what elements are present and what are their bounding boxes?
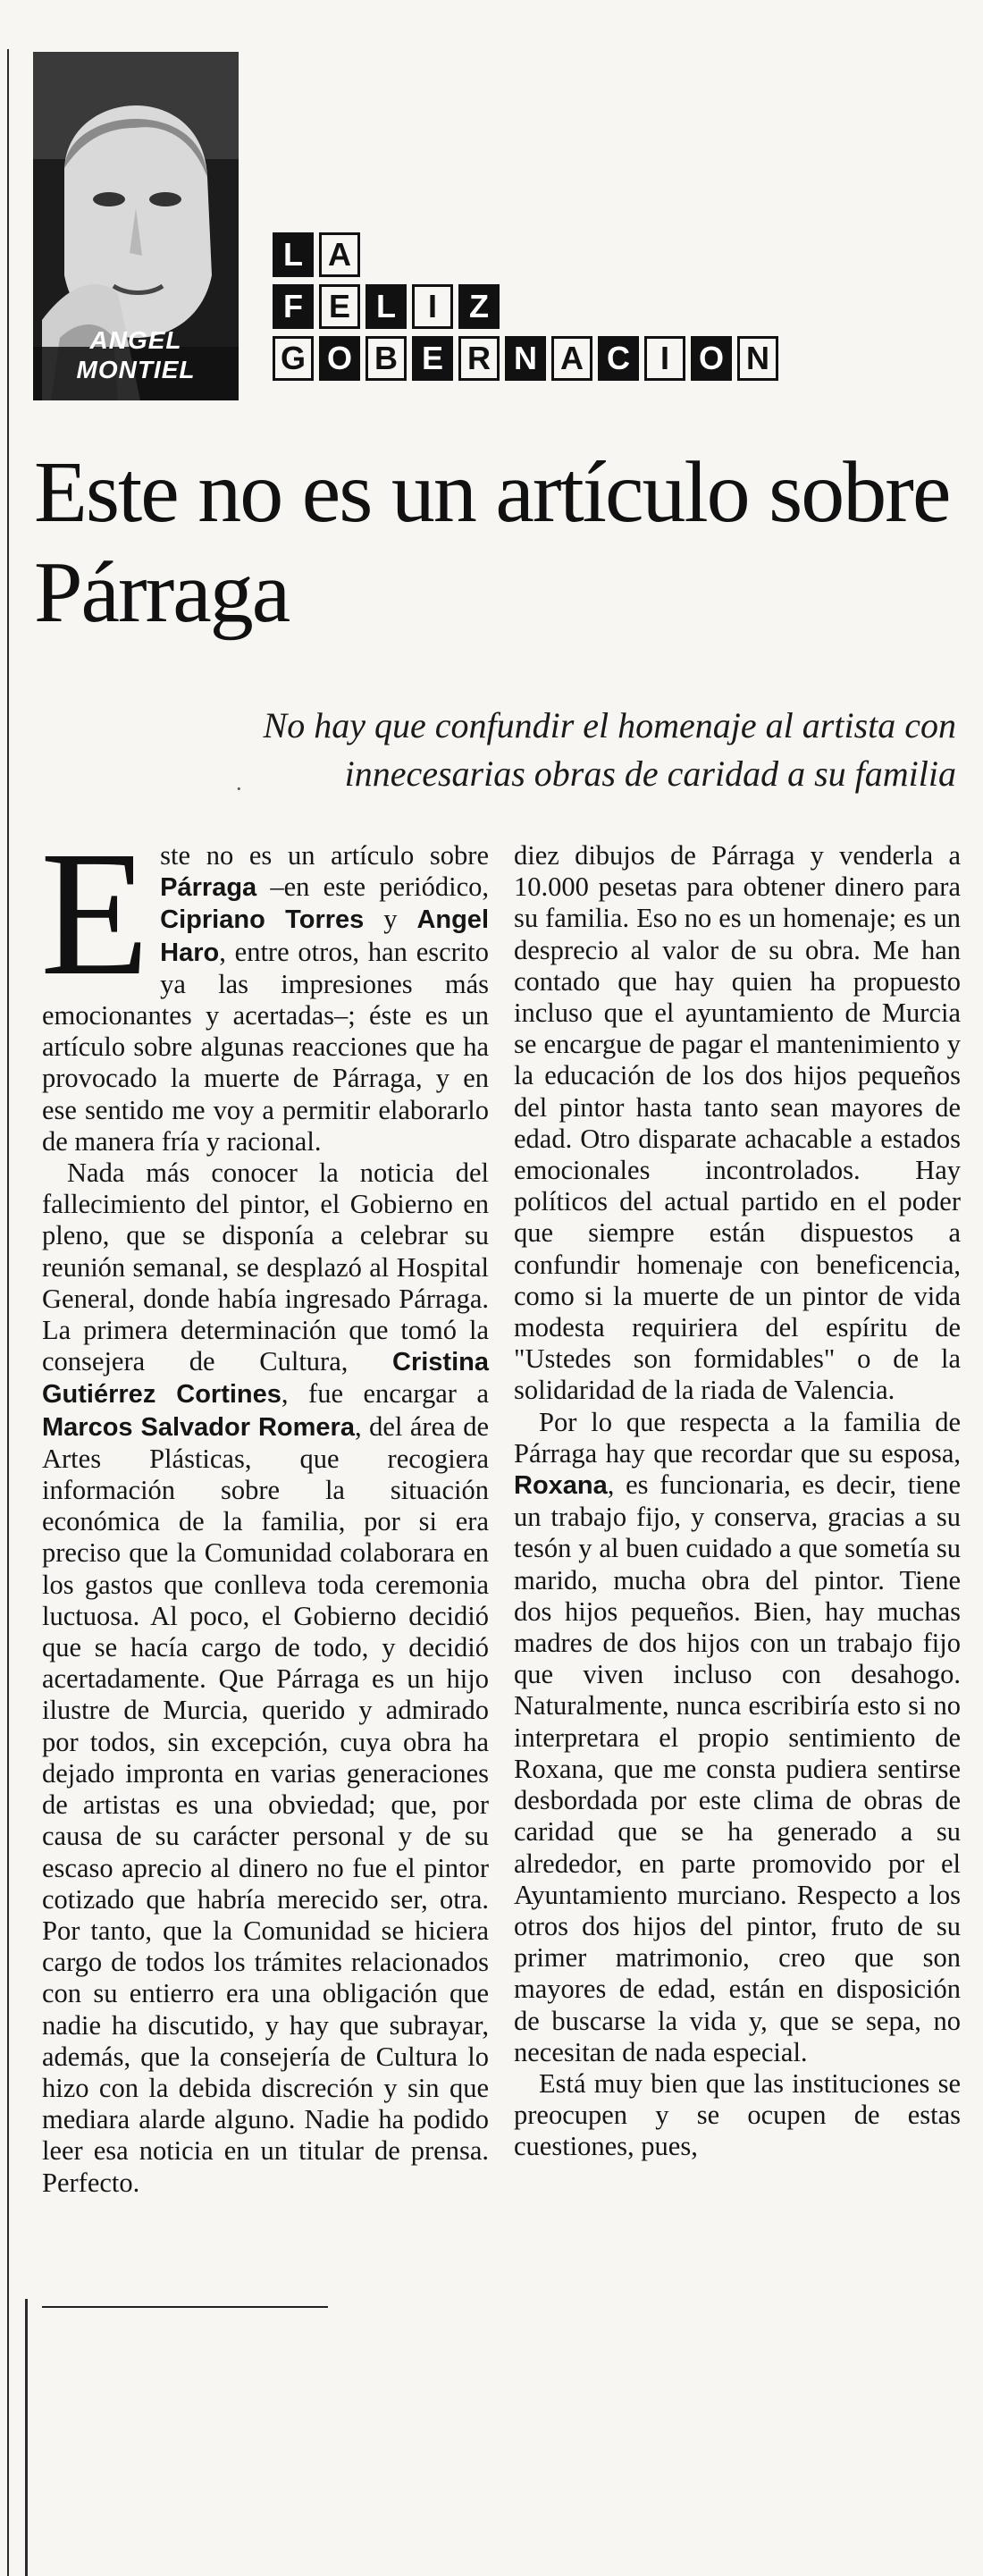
section-title-letter: F bbox=[273, 284, 314, 329]
text-run: –en este periódico, bbox=[256, 871, 489, 903]
section-title-letter: L bbox=[273, 232, 314, 277]
subheadline-bullet: · bbox=[235, 776, 243, 802]
drop-cap: E bbox=[40, 815, 150, 1013]
section-title-letter: O bbox=[691, 336, 732, 381]
section-title-letter: E bbox=[412, 336, 453, 381]
bold-name: Marcos Salvador Romera bbox=[42, 1412, 355, 1442]
section-title-row bbox=[273, 284, 778, 329]
article-subheadline: No hay que confundir el homenaje al artista con innecesarias obras de caridad a su familia bbox=[263, 705, 956, 794]
article-paragraph bbox=[40, 815, 489, 1158]
article-paragraph bbox=[514, 1407, 961, 2068]
text-run: Está muy bien que las instituciones se preocupen y se ocupen de estas cuestiones, pues, bbox=[514, 2067, 961, 2162]
bold-name: Cristina Gutiérrez Cortines bbox=[42, 1348, 489, 1410]
section-title-letter: L bbox=[365, 284, 407, 329]
author-portrait bbox=[33, 52, 239, 400]
section-title-letter: C bbox=[598, 336, 639, 381]
section-title-letter: N bbox=[505, 336, 546, 381]
section-title-letter: A bbox=[551, 336, 592, 381]
text-run: Por lo que respecta a la familia de Párraga hay que recordar que su esposa, bbox=[514, 1406, 961, 1469]
author-name: ANGEL MONTIEL bbox=[76, 326, 196, 383]
text-run: , entre otros, han escrito ya las impresiones más emocionantes y acertadas–; éste es un artículo sobre algunas reacciones que ha provocado la muerte de Párraga, y en ese sentido me voy a permitir elaborarlo de manera fría y racional. bbox=[42, 936, 489, 1157]
bold-name: Párraga bbox=[160, 873, 257, 903]
text-run: , del área de Artes Plásticas, que recogiera información sobre la situación económica de la familia, por si era preciso que la Comunidad colaborara en los gastos que conlleva toda ceremonia luctuosa. Al poco, el Gobierno decidió que se hacía cargo de todo, y decidió acertadamente. Que Párraga es un hijo ilustre de Murcia, querido y admirado por todos, sin excepción, cuya obra ha dejado impronta en varias generaciones de artistas es una obviedad; que, por causa de su carácter personal y de su escaso aprecio al dinero no fue el pintor cotizado que habría merecido ser, otra. Por tanto, que la Comunidad se hiciera cargo de todos los trámites relacionados con su entierro era una obligación que nadie ha discutido, y hay que subrayar, además, que la consejería de Cultura lo hizo con la debida discreción y sin que mediara alarde alguno. Nadie ha podido leer esa noticia en un titular de prensa. Perfecto. bbox=[42, 1410, 489, 2198]
text-run: , fue encargar a bbox=[281, 1378, 489, 1410]
article-column-left bbox=[40, 815, 489, 2199]
text-run: , es funcionaria, es decir, tiene un trabajo fijo, y conserva, gracias a su tesón y al buen cuidado a que sometía su marido, mucha obra del pintor. Tiene dos hijos pequeños. Bien, hay muchas madres de dos hijos con un trabajo fijo que viven incluso con desahogo. Naturalmente, nunca escribiría esto si no interpretara el propio sentimiento de Roxana, que me consta pudiera sentirse desbordada por este clima de obras de caridad que se ha generado a su alrededor, en parte promovido por el Ayuntamiento murciano. Respecto a los otros dos hijos del pintor, fruto de su primer matrimonio, creo que son mayores de edad, están en disposición de buscarse la vida y, que se sepa, no necesitan de nada especial. bbox=[514, 1469, 961, 2067]
section-title-letter: E bbox=[319, 284, 360, 329]
article-paragraph bbox=[514, 2068, 961, 2163]
underline-pen-mark bbox=[42, 2306, 328, 2308]
section-title-letter: Z bbox=[458, 284, 500, 329]
margin-pen-mark bbox=[25, 2299, 28, 2576]
bold-name: Roxana bbox=[514, 1471, 608, 1501]
section-title-row bbox=[273, 336, 778, 381]
article-paragraph bbox=[42, 1158, 489, 2199]
section-title-letter: G bbox=[273, 336, 314, 381]
section-title bbox=[273, 232, 778, 388]
bold-name: Angel Haro bbox=[160, 905, 489, 967]
article-paragraph bbox=[514, 840, 961, 1407]
text-run: Nada más conocer la noticia del fallecimiento del pintor, el Gobierno en pleno, que se disponía a celebrar su reunión semanal, se desplazó al Hospital General, donde había ingresado Párraga. La primera determinación que tomó la consejera de Cultura, bbox=[42, 1158, 489, 1377]
text-run: diez dibujos de Párraga y venderla a 10.000 pesetas para obtener dinero para su familia. Eso no es un homenaje; es un desprecio al valor de su obra. Me han contado que hay quien ha propuesto incluso que el ayuntamiento de Murcia se encargue de pagar el mantenimiento y la educación de los dos hijos pequeños del pintor hasta tanto sean mayores de edad. Otro disparate achacable a estados emocionales incontrolados. Hay políticos del actual partido en el poder que siempre están dispuestos a confundir homenaje con beneficencia, como si la muerte de un pintor de vida modesta requiriera del espíritu de "Ustedes son formidables" o de la solidaridad de la riada de Valencia. bbox=[514, 840, 961, 1406]
bold-name: Cipriano Torres bbox=[160, 905, 365, 935]
article-headline: Este no es un artículo sobre Párraga bbox=[34, 444, 950, 641]
article-column-right bbox=[514, 840, 961, 2163]
section-title-letter: A bbox=[319, 232, 360, 277]
section-title-letter: N bbox=[737, 336, 778, 381]
section-title-letter: B bbox=[365, 336, 407, 381]
page-border-line bbox=[7, 49, 9, 2576]
section-title-letter: I bbox=[644, 336, 685, 381]
text-run: y bbox=[364, 904, 417, 935]
section-title-letter: I bbox=[412, 284, 453, 329]
section-title-letter: O bbox=[319, 336, 360, 381]
section-title-letter: R bbox=[458, 336, 500, 381]
section-title-row bbox=[273, 232, 778, 277]
text-run: ste no es un artículo sobre bbox=[160, 840, 489, 871]
